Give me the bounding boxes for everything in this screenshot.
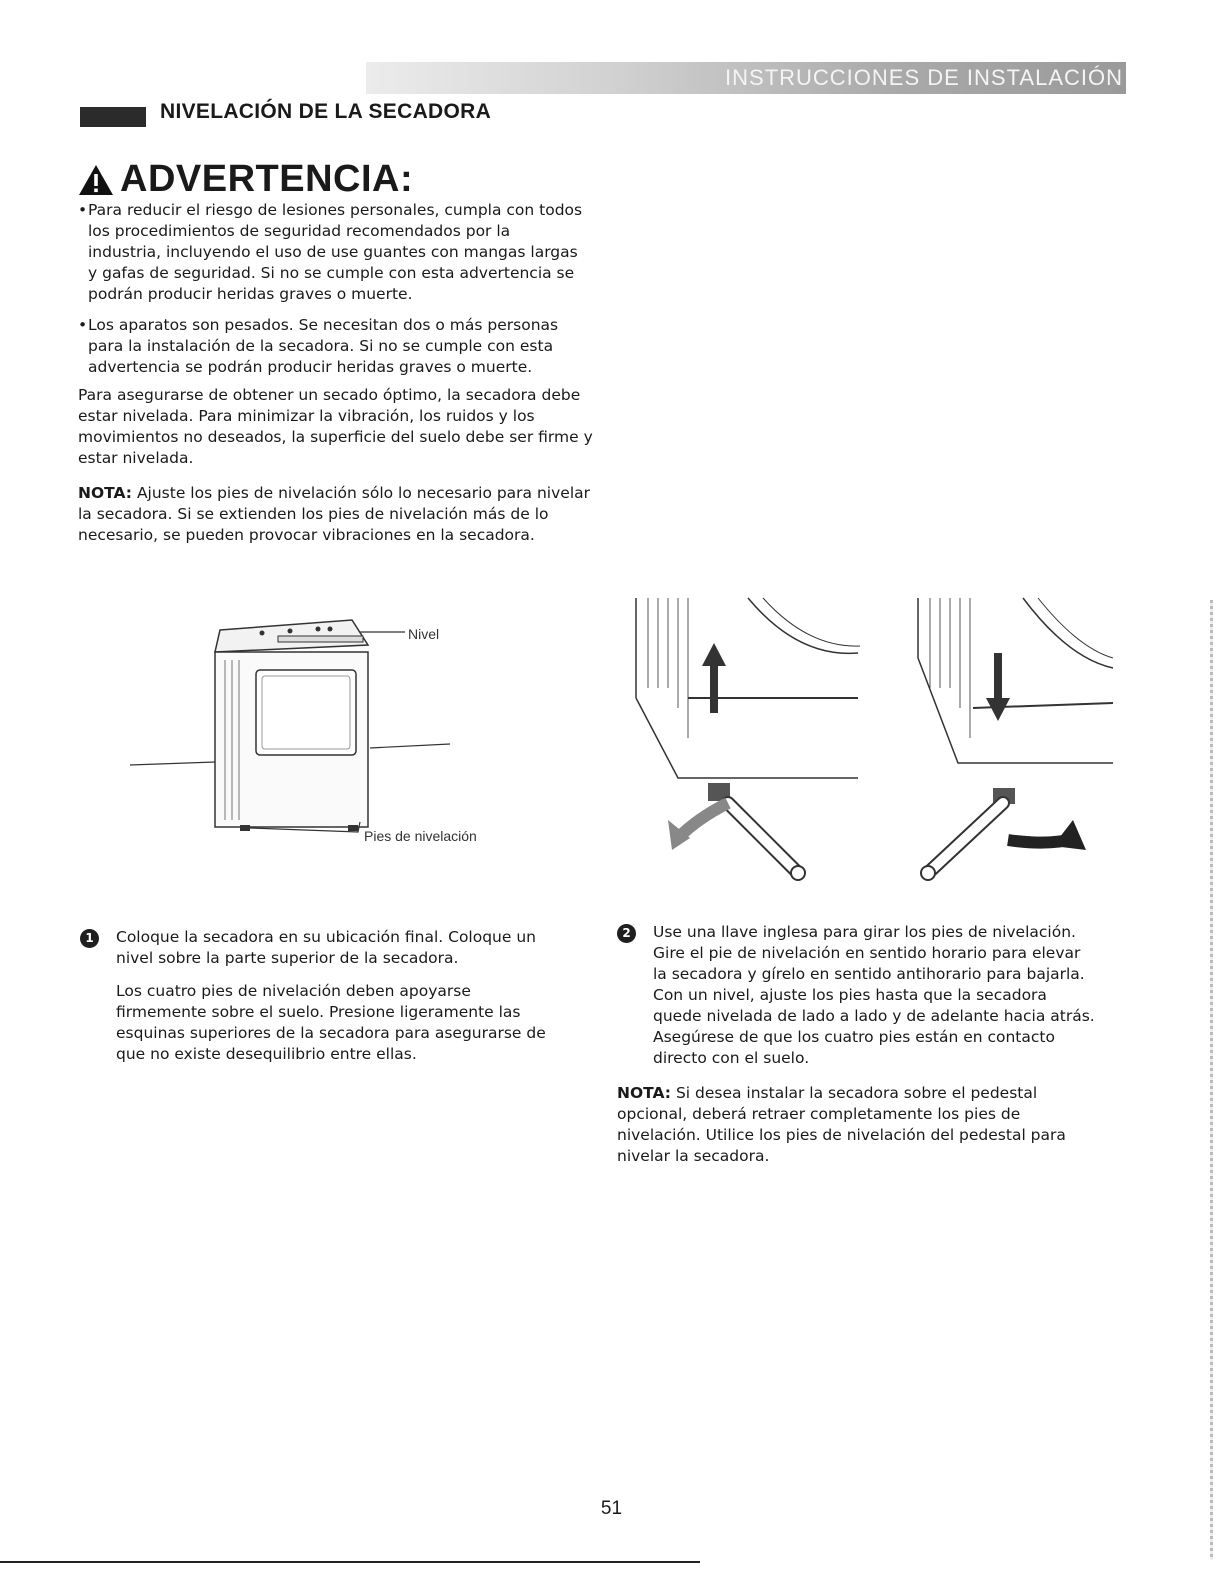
leveling-feet-label: Pies de nivelación [364, 828, 477, 844]
level-label: Nivel [408, 626, 440, 642]
step-1-body [116, 927, 560, 1065]
note-label: NOTA: [617, 1084, 672, 1102]
bottom-rule [0, 1561, 700, 1563]
wrench-illustration [628, 588, 1118, 893]
warning-title: ADVERTENCIA: [120, 158, 414, 200]
note-text: Ajuste los pies de nivelación sólo lo necesario para nivelar la secadora. Si se extienden los pies de nivelación más de lo necesario, se pueden provocar vibraciones en la secadora. [78, 484, 590, 544]
section-title: NIVELACIÓN DE LA SECADORA [160, 100, 492, 123]
note-label: NOTA: [78, 484, 133, 502]
page-number: 51 [600, 1498, 623, 1519]
note-paragraph-2 [617, 1083, 1097, 1167]
raise-foot-panel [636, 598, 860, 880]
dryer-illustration [120, 600, 520, 860]
warning-bullet: • Para reducir el riesgo de lesiones personales, cumpla con todos los procedimientos de seguridad recomendados por la industria, incluyendo el uso de use guantes con mangas largas y gafas de seguridad. Si no se cumple con esta advertencia se podrán producir heridas graves o muerte. [78, 200, 588, 305]
warning-bullets [78, 200, 588, 388]
header-title: INSTRUCCIONES DE INSTALACIÓN [725, 65, 1123, 90]
note-paragraph [78, 483, 598, 546]
step-2 [617, 922, 1097, 1081]
step-number-badge: 1 [80, 929, 99, 948]
lower-foot-panel [918, 598, 1113, 880]
scan-edge [1210, 600, 1213, 1560]
step-2-body [653, 922, 1097, 1069]
step-2-text: Use una llave inglesa para girar los pies de nivelación. Gire el pie de nivelación en sentido horario para elevar la secadora y gírelo en sentido antihorario para bajarla. Con un nivel, ajuste los pies hasta que la secadora quede nivelada de lado a lado y de adelante hacia atrás. Asegúrese de que los cuatro pies están en contacto directo con el suelo. [653, 923, 1095, 1067]
step-1-line: Coloque la secadora en su ubicación final. Coloque un nivel sobre la parte superior de la secadora. [116, 928, 536, 967]
intro-paragraph: Para asegurarse de obtener un secado óptimo, la secadora debe estar nivelada. Para minimizar la vibración, los ruidos y los movimientos no deseados, la superficie del suelo debe ser firme y estar nivelada. [78, 386, 593, 467]
step-1 [80, 927, 560, 1077]
warning-triangle-icon [78, 164, 114, 196]
note-text: Si desea instalar la secadora sobre el pedestal opcional, deberá retraer completamente los pies de nivelación. Utilice los pies de nivelación del pedestal para nivelar la secadora. [617, 1084, 1066, 1165]
dryer-level-figure [120, 600, 520, 864]
warning-heading [78, 158, 413, 201]
wrench-adjust-figure [628, 588, 1118, 897]
section-marker [80, 107, 146, 127]
step-1-line: Los cuatro pies de nivelación deben apoyarse firmemente sobre el suelo. Presione ligeramente las esquinas superiores de la secadora para asegurarse de que no existe desequilibrio entre ellas. [116, 982, 546, 1063]
step-number-badge: 2 [617, 924, 636, 943]
warning-bullet: • Los aparatos son pesados. Se necesitan dos o más personas para la instalación de la secadora. Si no se cumple con esta advertencia se podrán producir heridas graves o muerte. [78, 315, 588, 378]
